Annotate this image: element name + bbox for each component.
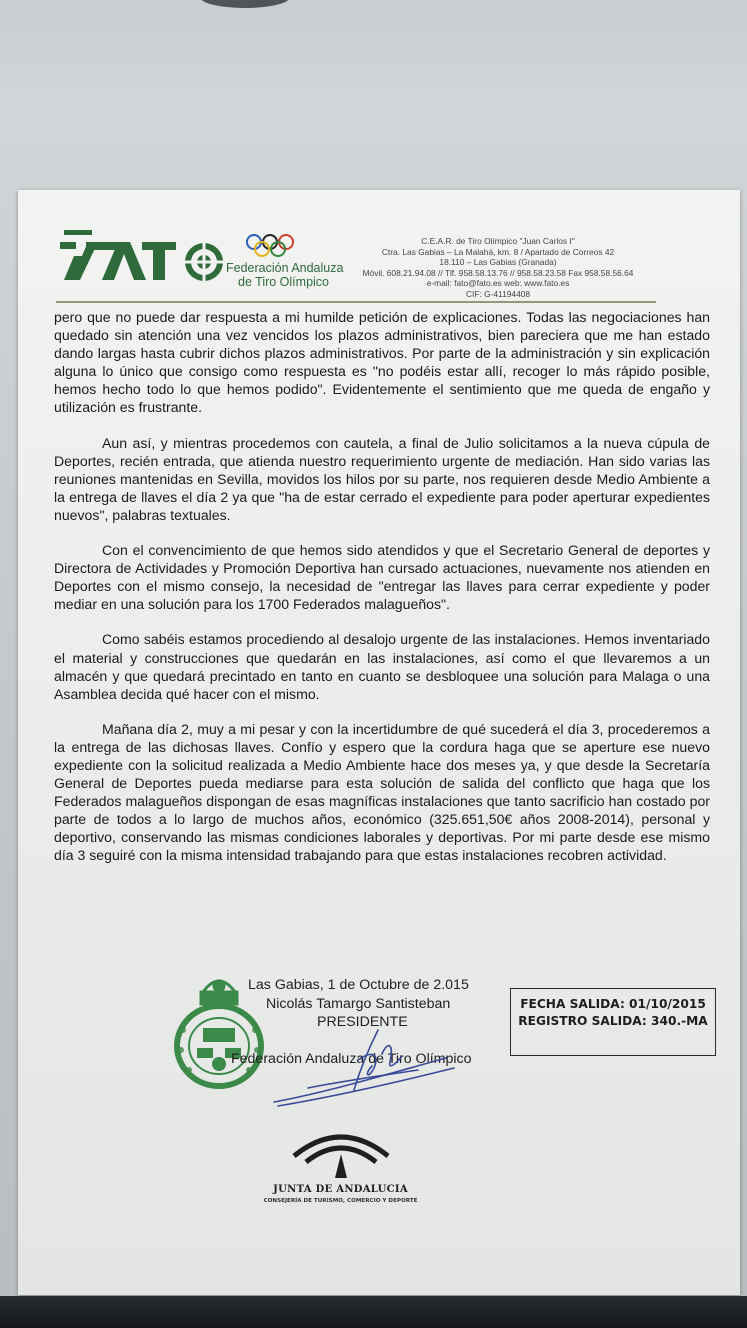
top-shadow: [200, 0, 290, 8]
address-line: Móvil. 608.21.94.08 // Tlf. 958.58.13.76 // 958.58.23.58 Fax 958.58.56.64: [362, 267, 634, 278]
signer-role: PRESIDENTE: [317, 1014, 408, 1030]
body-paragraph: pero que no puede dar respuesta a mi humilde petición de explicaciones. Todas las negociaciones han quedado sin atención una vez vencidos los plazos administrativos, bien pareciera que me han estado dando largas hasta cubrir dichos plazos administrativos. Por parte de la administración y sin explicación alguna lo único que consigo como respuesta es "no podéis estar allí, recoger lo más rápido posible, hemos hecho todo lo que hemos podido". Evidentemente el sentimiento que me queda de engaño y utilización es frustrante.: [54, 309, 710, 416]
stamp-exit-date: FECHA SALIDA: 01/10/2015: [520, 997, 706, 1011]
address-line: C.E.A.R. de Tiro Olímpico "Juan Carlos I": [421, 236, 575, 246]
registry-stamp: [510, 988, 716, 1056]
stamp-exit-registry: REGISTRO SALIDA: 340.-MA: [518, 1014, 708, 1028]
address-line: 18.110 – Las Gabias (Granada): [439, 257, 557, 268]
signer-name: Nicolás Tamargo Santisteban: [266, 995, 451, 1012]
address-line: e-mail: fato@fato.es web: www.fato.es: [426, 278, 570, 289]
letterhead-divider: [56, 301, 656, 303]
body-paragraph: Aun así, y mientras procedemos con cautela, a final de Julio solicitamos a la nueva cúpula de Deportes, recién entrada, que atienda nuestro requerimiento urgente de mediación. Han sido varias las reuniones mantenidas en Sevilla, movidos los hilos por su parte, nos requieren desde Medio Ambiente a la entrega de llaves el día 2 ya que "ha de estar cerrado el expediente para poder aperturar expedientes nuevos", palabras textuales.: [54, 434, 710, 523]
fato-logo: [58, 228, 378, 298]
junta-department: CONSEJERÍA DE TURISMO, COMERCIO Y DEPORTE: [263, 1198, 418, 1204]
junta-name: JUNTA DE ANDALUCIA: [273, 1184, 408, 1195]
body-paragraph: Mañana día 2, muy a mi pesar y con la incertidumbre de qué sucederá el día 3, procederemos a la entrega de las dichosas llaves. Confío y espero que la cordura haga que se aperture ese nuevo expediente con la solicitud realizada a Medio Ambiente hace dos meses ya, y que desde la Secretaría General de Deportes pueda mediarse para esta solución de salida del conflicto que haga que los Federados malagueños dispongan de esas magníficas instalaciones que tanto sacrificio han costado por parte de todos a lo largo de muchos años, económico (325.651,50€ años 2008-2014), personal y deportivo, conservando las mismas condiciones laborales y deportivas. Por mi parte desde ese mismo día 3 seguiré con la misma intensidad trabajando para que estas instalaciones recobren actividad.: [54, 720, 710, 864]
federation-line1: Federación Andaluza: [226, 261, 344, 275]
letter-body: [54, 308, 710, 882]
body-paragraph: Como sabéis estamos procediendo al desalojo urgente de las instalaciones. Hemos inventariado el material y construcciones que quedarán en las instalaciones, así como el que llevaremos a un almacén y que quedará precintado en tanto en cuanto se desbloquee una solución para Malaga o una Asamblea decida qué hacer con el mismo.: [54, 631, 710, 702]
signer-organization: Federación Andaluza de Tiro Olímpico: [231, 1050, 472, 1067]
background-edge: [0, 1296, 747, 1328]
address-line: Ctra. Las Gabias – La Malahá, km. 8 / Apartado de Correos 42: [381, 246, 615, 257]
place-date: Las Gabias, 1 de Octubre de 2.015: [248, 977, 469, 993]
handwritten-signature: [268, 1010, 458, 1110]
letterhead-address: [348, 236, 648, 300]
letter-page: [18, 190, 740, 1295]
federation-line2: de Tiro Olímpico: [238, 275, 330, 289]
body-paragraph: Con el convencimiento de que hemos sido atendidos y que el Secretario General de deportes y Directora de Actividades y Promoción Deportiva han cursado actuaciones, nuevamente nos atienden en Deportes con el mismo consejo, la necesidad de "entregar las llaves para cerrar expediente y poder mediar en una solución para los 1700 Federados malagueños".: [54, 542, 710, 613]
address-line: CIF: G-41194408: [465, 288, 531, 299]
junta-andalucia-logo: [286, 1120, 396, 1182]
